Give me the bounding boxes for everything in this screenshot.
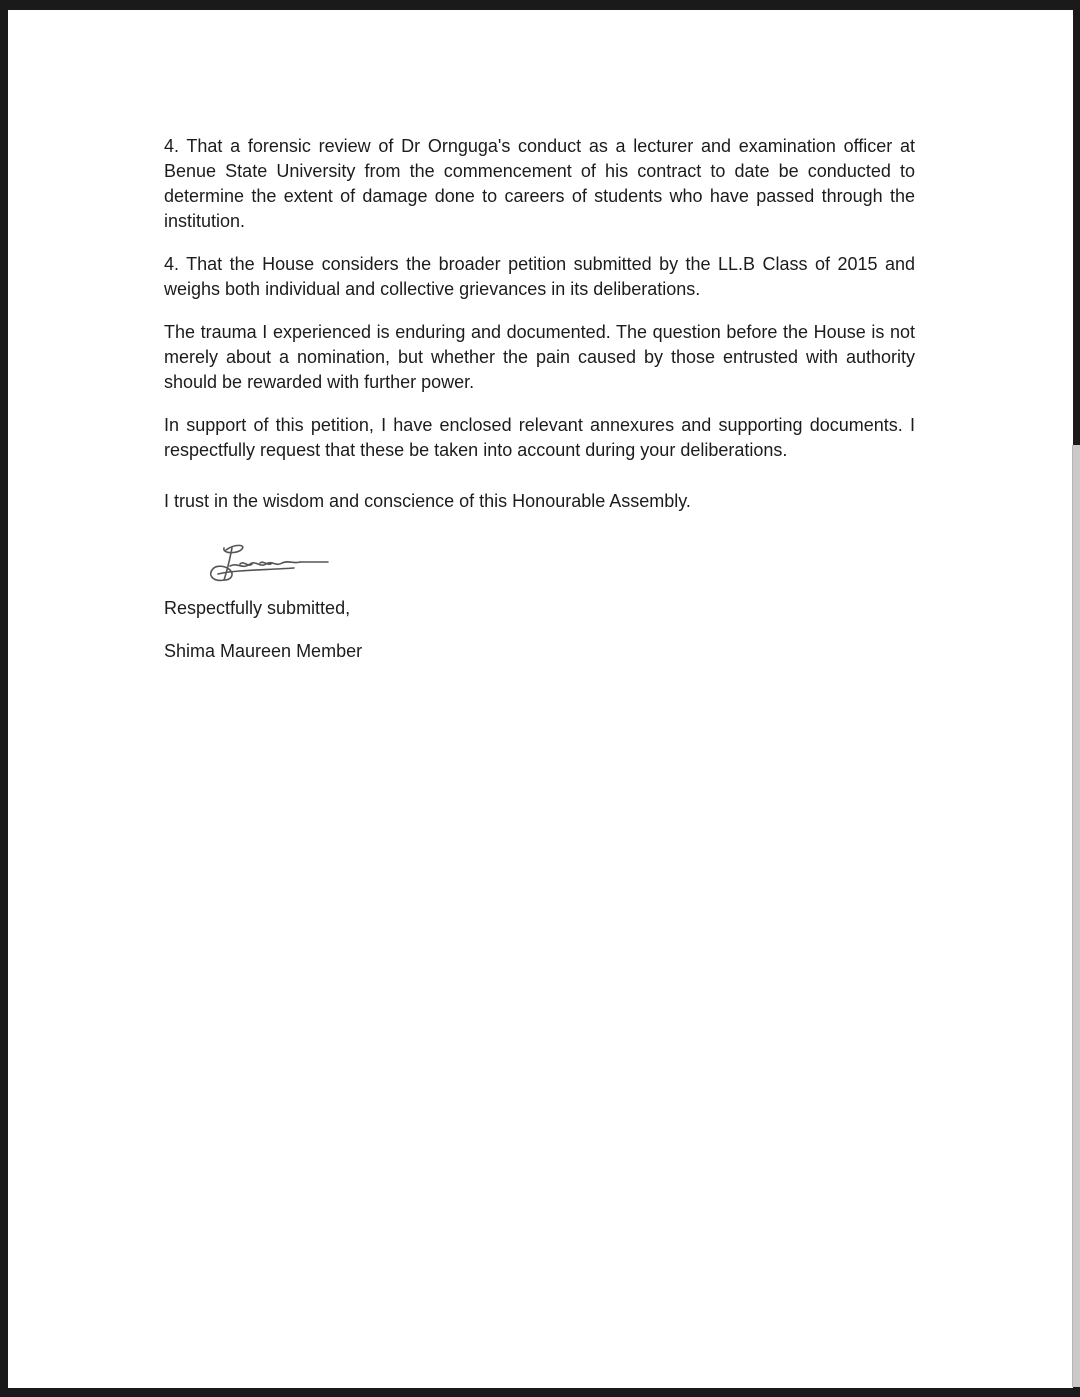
- closing-line: Respectfully submitted,: [164, 598, 351, 618]
- trust-line: I trust in the wisdom and conscience of this Honourable Assembly.: [164, 491, 691, 511]
- paragraph-support: In support of this petition, I have enclosed relevant annexures and supporting documents. I respectfully request that these be taken into account during your deliberations.: [164, 415, 915, 460]
- vertical-scrollbar[interactable]: [1072, 445, 1080, 1387]
- paragraph-broader-petition: 4. That the House considers the broader petition submitted by the LL.B Class of 2015 and weighs both individual and collective grievances in its deliberations.: [164, 254, 915, 299]
- paragraph-forensic-review: 4. That a forensic review of Dr Ornguga's conduct as a lecturer and examination officer at Benue State University from the commencement of his contract to date be conducted to determine the extent of damage done to careers of students who have passed through the institution.: [164, 136, 915, 231]
- signatory-name: Shima Maureen Member: [164, 641, 363, 661]
- signature-image: [204, 540, 334, 586]
- paragraph-trauma: The trauma I experienced is enduring and documented. The question before the House is not merely about a nomination, but whether the pain caused by those entrusted with authority should be rewarded with further power.: [164, 322, 915, 392]
- document-page: [8, 10, 1073, 1388]
- document-body: [164, 134, 915, 682]
